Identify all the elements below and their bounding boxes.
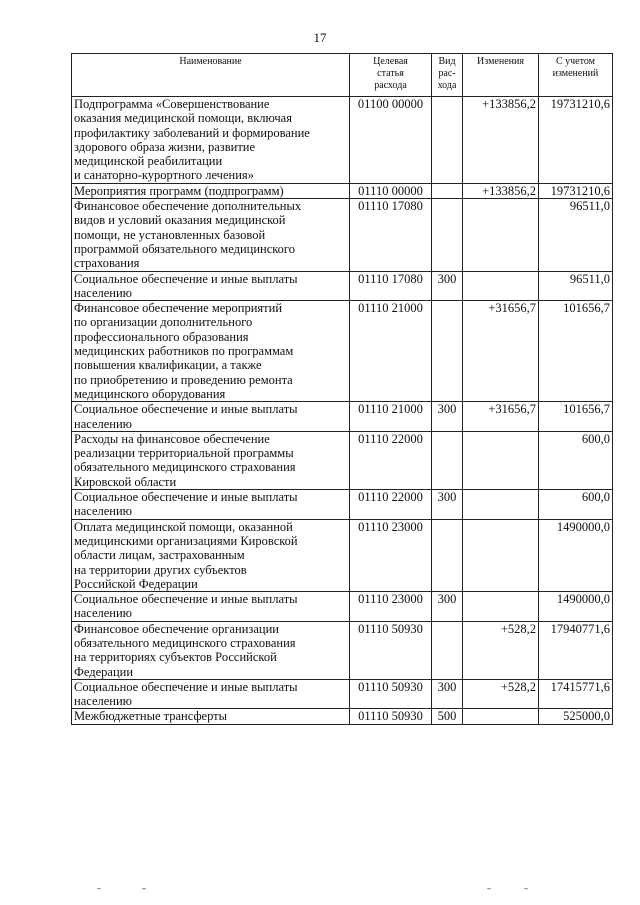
row-kind: [432, 519, 463, 591]
table-row: [72, 490, 613, 520]
row-total: 96511,0: [539, 199, 613, 271]
row-code: 01110 00000: [350, 183, 432, 198]
scan-mark: ˗: [524, 880, 528, 894]
row-total: 1490000,0: [539, 592, 613, 622]
table-header: [72, 54, 613, 97]
row-name: Оплата медицинской помощи, оказанной медицинскими организациями Кировской области лицам, застрахованным на территории других субъектов Российской Федерации: [72, 519, 350, 591]
row-code: 01100 00000: [350, 97, 432, 184]
scan-mark: ˗: [142, 880, 146, 894]
table-row: [72, 97, 613, 184]
table-row: [72, 709, 613, 724]
row-code: 01110 17080: [350, 271, 432, 301]
row-change: +31656,7: [463, 301, 539, 402]
table-row: [72, 679, 613, 709]
budget-table: [71, 53, 613, 725]
table-row: [72, 592, 613, 622]
row-name: Финансовое обеспечение организации обязательного медицинского страхования на территориях субъектов Российской Федерации: [72, 621, 350, 679]
row-code: 01110 23000: [350, 592, 432, 622]
table-row: [72, 431, 613, 489]
row-name: Межбюджетные трансферты: [72, 709, 350, 724]
header-total: С учетом изменений: [539, 54, 613, 97]
row-kind: [432, 97, 463, 184]
row-change: +133856,2: [463, 183, 539, 198]
row-kind: 300: [432, 592, 463, 622]
row-change: +31656,7: [463, 402, 539, 432]
row-kind: [432, 431, 463, 489]
scan-mark: ˗: [97, 880, 101, 894]
table-row: [72, 402, 613, 432]
row-kind: [432, 301, 463, 402]
row-code: 01110 22000: [350, 431, 432, 489]
row-total: 17940771,6: [539, 621, 613, 679]
row-name: Расходы на финансовое обеспечение реализации территориальной программы обязательного медицинского страхования Кировской области: [72, 431, 350, 489]
row-kind: [432, 183, 463, 198]
row-total: 96511,0: [539, 271, 613, 301]
scan-mark: ˗: [487, 880, 491, 894]
row-code: 01110 21000: [350, 402, 432, 432]
row-kind: 300: [432, 271, 463, 301]
table-row: [72, 183, 613, 198]
row-change: [463, 199, 539, 271]
table-row: [72, 519, 613, 591]
row-kind: 300: [432, 402, 463, 432]
row-name: Финансовое обеспечение мероприятий по организации дополнительного профессионального образования медицинских работников по программам повышения квалификации, а также по приобретению и проведению ремонта медицинского оборудования: [72, 301, 350, 402]
row-code: 01110 21000: [350, 301, 432, 402]
header-changes: Изменения: [463, 54, 539, 97]
row-name: Финансовое обеспечение дополнительных видов и условий оказания медицинской помощи, не установленных базовой программой обязательного медицинского страхования: [72, 199, 350, 271]
table-row: [72, 271, 613, 301]
header-kind: Вид рас- хода: [432, 54, 463, 97]
row-change: [463, 271, 539, 301]
row-code: 01110 22000: [350, 490, 432, 520]
row-code: 01110 23000: [350, 519, 432, 591]
row-total: 1490000,0: [539, 519, 613, 591]
row-code: 01110 50930: [350, 709, 432, 724]
row-total: 525000,0: [539, 709, 613, 724]
row-total: 101656,7: [539, 402, 613, 432]
row-code: 01110 50930: [350, 679, 432, 709]
row-kind: 500: [432, 709, 463, 724]
page-number: 17: [313, 30, 327, 45]
row-change: [463, 431, 539, 489]
row-name: Мероприятия программ (подпрограмм): [72, 183, 350, 198]
row-total: 600,0: [539, 490, 613, 520]
row-kind: [432, 621, 463, 679]
row-change: [463, 490, 539, 520]
row-total: 19731210,6: [539, 97, 613, 184]
header-row: [72, 54, 613, 97]
row-change: +528,2: [463, 679, 539, 709]
row-total: 17415771,6: [539, 679, 613, 709]
row-change: [463, 709, 539, 724]
row-total: 19731210,6: [539, 183, 613, 198]
row-name: Социальное обеспечение и иные выплаты населению: [72, 679, 350, 709]
row-change: [463, 519, 539, 591]
row-kind: 300: [432, 679, 463, 709]
row-total: 101656,7: [539, 301, 613, 402]
row-name: Социальное обеспечение и иные выплаты населению: [72, 271, 350, 301]
table-row: [72, 621, 613, 679]
row-change: [463, 592, 539, 622]
row-change: +133856,2: [463, 97, 539, 184]
table-row: [72, 301, 613, 402]
row-change: +528,2: [463, 621, 539, 679]
header-target: Целевая статья расхода: [350, 54, 432, 97]
row-code: 01110 50930: [350, 621, 432, 679]
header-name: Наименование: [72, 54, 350, 97]
row-name: Социальное обеспечение и иные выплаты населению: [72, 592, 350, 622]
table-row: [72, 199, 613, 271]
row-name: Социальное обеспечение и иные выплаты населению: [72, 490, 350, 520]
row-kind: 300: [432, 490, 463, 520]
row-name: Подпрограмма «Совершенствование оказания медицинской помощи, включая профилактику заболеваний и формирование здорового образа жизни, развитие медицинской реабилитации и санаторно-курортного лечения»: [72, 97, 350, 184]
row-name: Социальное обеспечение и иные выплаты населению: [72, 402, 350, 432]
row-total: 600,0: [539, 431, 613, 489]
row-kind: [432, 199, 463, 271]
row-code: 01110 17080: [350, 199, 432, 271]
